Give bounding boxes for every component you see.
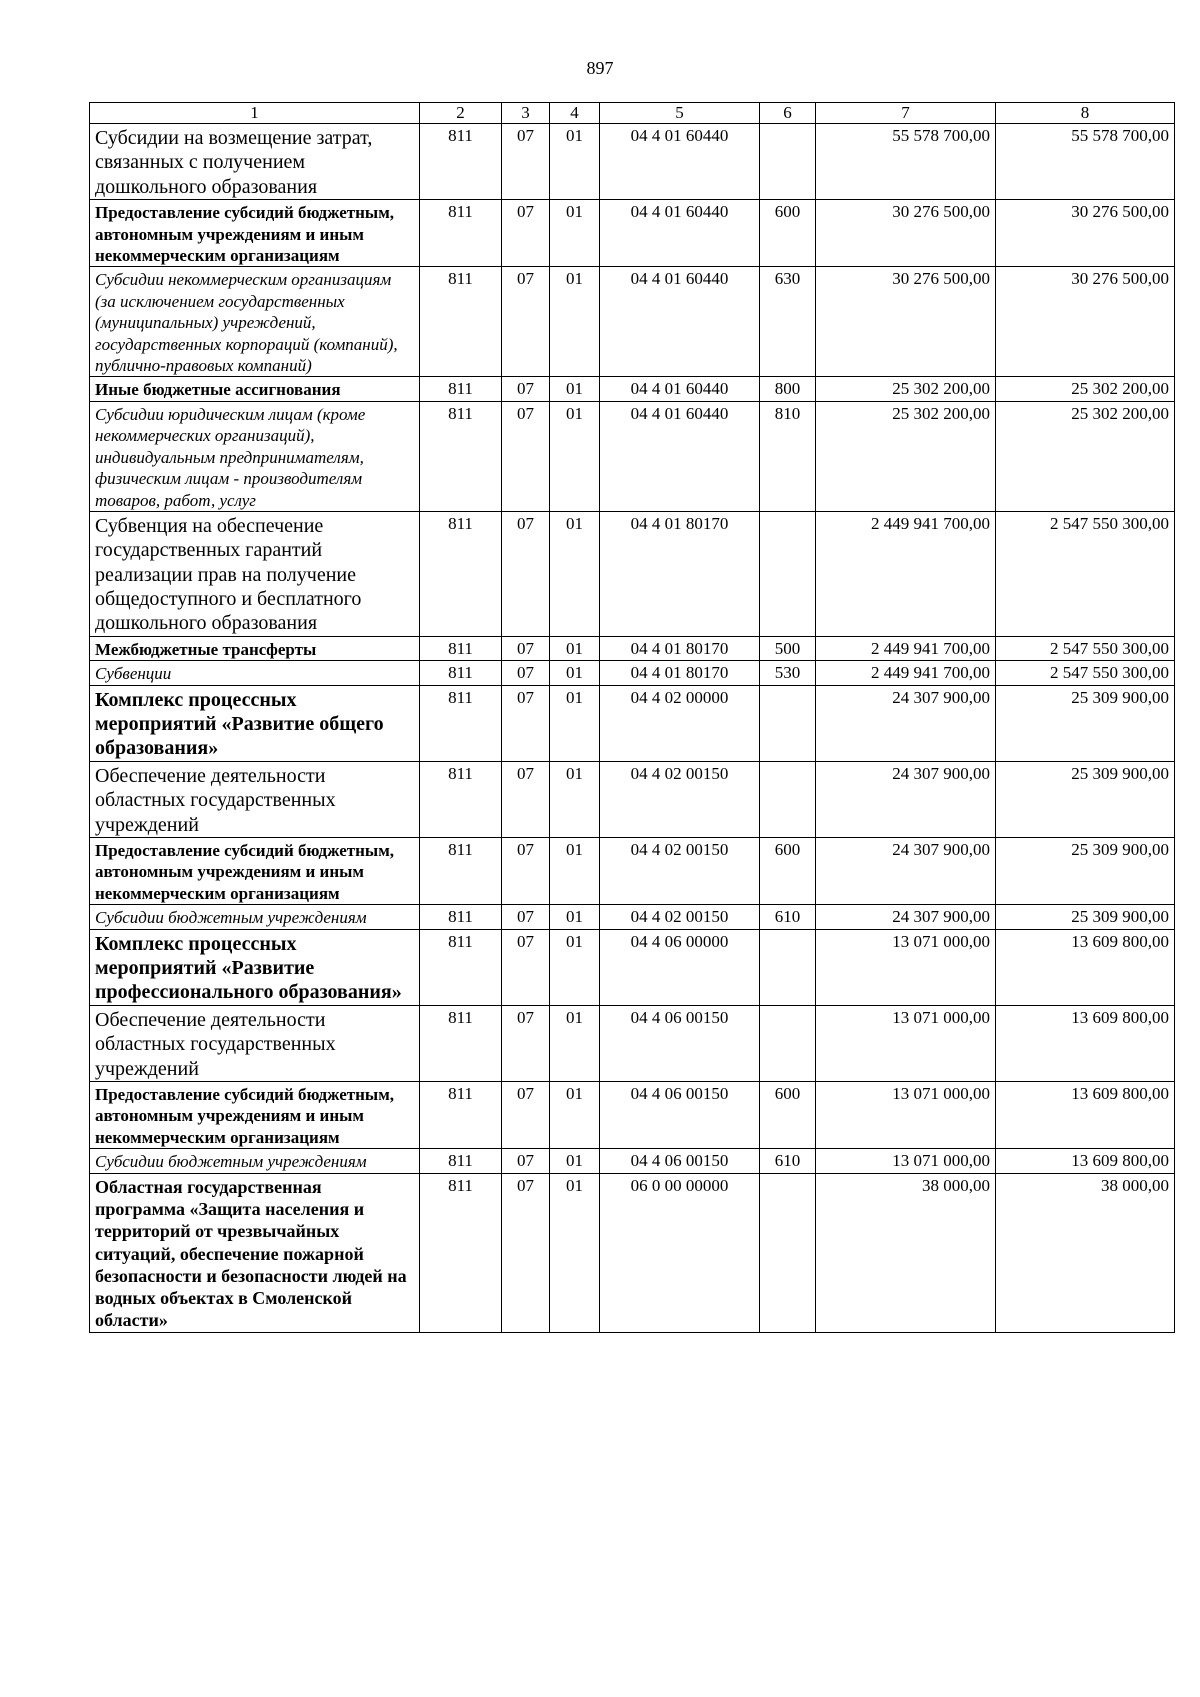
amount-year-1: 24 307 900,00 <box>816 838 996 905</box>
header-col-8: 8 <box>996 103 1175 124</box>
section-code: 07 <box>502 267 550 377</box>
table-row <box>90 511 1175 636</box>
table-row <box>90 1005 1175 1081</box>
header-col-4: 4 <box>550 103 600 124</box>
target-article-code: 04 4 02 00000 <box>600 685 760 761</box>
amount-year-2: 25 309 900,00 <box>996 838 1175 905</box>
item-name: Предоставление субсидий бюджетным, автономным учреждениям и иным некоммерческим организациям <box>90 200 420 267</box>
amount-year-2: 2 547 550 300,00 <box>996 636 1175 660</box>
section-code: 07 <box>502 685 550 761</box>
subsection-code: 01 <box>550 377 600 401</box>
target-article-code: 04 4 01 60440 <box>600 401 760 511</box>
ministry-code: 811 <box>420 1149 502 1173</box>
ministry-code: 811 <box>420 685 502 761</box>
amount-year-2: 2 547 550 300,00 <box>996 661 1175 685</box>
amount-year-2: 25 302 200,00 <box>996 377 1175 401</box>
amount-year-1: 13 071 000,00 <box>816 929 996 1005</box>
ministry-code: 811 <box>420 200 502 267</box>
target-article-code: 04 4 06 00000 <box>600 929 760 1005</box>
amount-year-1: 30 276 500,00 <box>816 267 996 377</box>
target-article-code: 04 4 01 80170 <box>600 511 760 636</box>
target-article-code: 06 0 00 00000 <box>600 1173 760 1332</box>
subsection-code: 01 <box>550 636 600 660</box>
amount-year-2: 13 609 800,00 <box>996 1081 1175 1148</box>
amount-year-2: 25 309 900,00 <box>996 685 1175 761</box>
table-row <box>90 661 1175 685</box>
subsection-code: 01 <box>550 1005 600 1081</box>
expense-type-code: 810 <box>760 401 816 511</box>
ministry-code: 811 <box>420 267 502 377</box>
ministry-code: 811 <box>420 929 502 1005</box>
header-col-6: 6 <box>760 103 816 124</box>
section-code: 07 <box>502 401 550 511</box>
subsection-code: 01 <box>550 838 600 905</box>
expense-type-code <box>760 685 816 761</box>
header-col-5: 5 <box>600 103 760 124</box>
amount-year-2: 30 276 500,00 <box>996 200 1175 267</box>
section-code: 07 <box>502 905 550 929</box>
target-article-code: 04 4 02 00150 <box>600 761 760 837</box>
item-name: Субсидии бюджетным учреждениям <box>90 1149 420 1173</box>
item-name: Комплекс процессных мероприятий «Развитие общего образования» <box>90 685 420 761</box>
target-article-code: 04 4 06 00150 <box>600 1149 760 1173</box>
amount-year-2: 30 276 500,00 <box>996 267 1175 377</box>
target-article-code: 04 4 01 60440 <box>600 124 760 200</box>
section-code: 07 <box>502 1005 550 1081</box>
item-name: Субсидии на возмещение затрат, связанных с получением дошкольного образования <box>90 124 420 200</box>
table-row <box>90 929 1175 1005</box>
amount-year-1: 25 302 200,00 <box>816 377 996 401</box>
target-article-code: 04 4 01 60440 <box>600 200 760 267</box>
table-body <box>90 124 1175 1333</box>
expense-type-code <box>760 124 816 200</box>
amount-year-1: 38 000,00 <box>816 1173 996 1332</box>
item-name: Межбюджетные трансферты <box>90 636 420 660</box>
amount-year-1: 2 449 941 700,00 <box>816 636 996 660</box>
section-code: 07 <box>502 761 550 837</box>
item-name: Субвенция на обеспечение государственных гарантий реализации прав на получение общедоступного и бесплатного дошкольного образования <box>90 511 420 636</box>
amount-year-2: 55 578 700,00 <box>996 124 1175 200</box>
section-code: 07 <box>502 929 550 1005</box>
section-code: 07 <box>502 1081 550 1148</box>
section-code: 07 <box>502 661 550 685</box>
item-name: Иные бюджетные ассигнования <box>90 377 420 401</box>
subsection-code: 01 <box>550 761 600 837</box>
amount-year-2: 2 547 550 300,00 <box>996 511 1175 636</box>
item-name: Субсидии бюджетным учреждениям <box>90 905 420 929</box>
table-row <box>90 1173 1175 1332</box>
amount-year-1: 30 276 500,00 <box>816 200 996 267</box>
table-row <box>90 905 1175 929</box>
item-name: Субвенции <box>90 661 420 685</box>
table-row <box>90 636 1175 660</box>
amount-year-1: 13 071 000,00 <box>816 1081 996 1148</box>
subsection-code: 01 <box>550 685 600 761</box>
expense-type-code: 630 <box>760 267 816 377</box>
section-code: 07 <box>502 838 550 905</box>
table-row <box>90 401 1175 511</box>
ministry-code: 811 <box>420 377 502 401</box>
amount-year-1: 25 302 200,00 <box>816 401 996 511</box>
section-code: 07 <box>502 1173 550 1332</box>
subsection-code: 01 <box>550 1149 600 1173</box>
section-code: 07 <box>502 511 550 636</box>
subsection-code: 01 <box>550 929 600 1005</box>
table-row <box>90 267 1175 377</box>
expense-type-code: 600 <box>760 200 816 267</box>
section-code: 07 <box>502 124 550 200</box>
target-article-code: 04 4 01 60440 <box>600 377 760 401</box>
target-article-code: 04 4 01 60440 <box>600 267 760 377</box>
subsection-code: 01 <box>550 200 600 267</box>
item-name: Обеспечение деятельности областных государственных учреждений <box>90 761 420 837</box>
amount-year-1: 24 307 900,00 <box>816 905 996 929</box>
item-name: Комплекс процессных мероприятий «Развитие профессионального образования» <box>90 929 420 1005</box>
ministry-code: 811 <box>420 905 502 929</box>
header-col-7: 7 <box>816 103 996 124</box>
table-row <box>90 1081 1175 1148</box>
amount-year-1: 13 071 000,00 <box>816 1149 996 1173</box>
subsection-code: 01 <box>550 401 600 511</box>
expense-type-code <box>760 1173 816 1332</box>
section-code: 07 <box>502 1149 550 1173</box>
subsection-code: 01 <box>550 661 600 685</box>
amount-year-1: 13 071 000,00 <box>816 1005 996 1081</box>
amount-year-2: 13 609 800,00 <box>996 929 1175 1005</box>
table-row <box>90 1149 1175 1173</box>
ministry-code: 811 <box>420 401 502 511</box>
expense-type-code: 610 <box>760 1149 816 1173</box>
expense-type-code <box>760 511 816 636</box>
target-article-code: 04 4 01 80170 <box>600 636 760 660</box>
amount-year-2: 25 309 900,00 <box>996 905 1175 929</box>
subsection-code: 01 <box>550 511 600 636</box>
amount-year-2: 25 309 900,00 <box>996 761 1175 837</box>
budget-table <box>89 102 1175 1333</box>
table-row <box>90 838 1175 905</box>
header-row <box>90 103 1175 124</box>
target-article-code: 04 4 02 00150 <box>600 905 760 929</box>
ministry-code: 811 <box>420 1081 502 1148</box>
amount-year-1: 55 578 700,00 <box>816 124 996 200</box>
target-article-code: 04 4 02 00150 <box>600 838 760 905</box>
subsection-code: 01 <box>550 905 600 929</box>
item-name: Областная государственная программа «Защита населения и территорий от чрезвычайных ситуаций, обеспечение пожарной безопасности и безопасности людей на водных объектах в Смоленской области» <box>90 1173 420 1332</box>
expense-type-code: 610 <box>760 905 816 929</box>
item-name: Предоставление субсидий бюджетным, автономным учреждениям и иным некоммерческим организациям <box>90 838 420 905</box>
amount-year-2: 25 302 200,00 <box>996 401 1175 511</box>
amount-year-1: 24 307 900,00 <box>816 761 996 837</box>
expense-type-code: 800 <box>760 377 816 401</box>
item-name: Субсидии юридическим лицам (кроме некоммерческих организаций), индивидуальным предпринимателям, физическим лицам - производителям товаров, работ, услуг <box>90 401 420 511</box>
item-name: Субсидии некоммерческим организациям (за исключением государственных (муниципальных) учреждений, государственных корпораций (компаний), публично-правовых компаний) <box>90 267 420 377</box>
target-article-code: 04 4 06 00150 <box>600 1081 760 1148</box>
section-code: 07 <box>502 636 550 660</box>
table-row <box>90 124 1175 200</box>
table-row <box>90 761 1175 837</box>
header-col-2: 2 <box>420 103 502 124</box>
target-article-code: 04 4 06 00150 <box>600 1005 760 1081</box>
subsection-code: 01 <box>550 267 600 377</box>
expense-type-code: 530 <box>760 661 816 685</box>
expense-type-code <box>760 1005 816 1081</box>
ministry-code: 811 <box>420 838 502 905</box>
expense-type-code <box>760 929 816 1005</box>
ministry-code: 811 <box>420 511 502 636</box>
target-article-code: 04 4 01 80170 <box>600 661 760 685</box>
table-row <box>90 200 1175 267</box>
amount-year-1: 24 307 900,00 <box>816 685 996 761</box>
header-col-3: 3 <box>502 103 550 124</box>
subsection-code: 01 <box>550 124 600 200</box>
section-code: 07 <box>502 377 550 401</box>
amount-year-2: 13 609 800,00 <box>996 1005 1175 1081</box>
ministry-code: 811 <box>420 761 502 837</box>
table-header <box>90 103 1175 124</box>
item-name: Предоставление субсидий бюджетным, автономным учреждениям и иным некоммерческим организациям <box>90 1081 420 1148</box>
expense-type-code: 500 <box>760 636 816 660</box>
amount-year-2: 38 000,00 <box>996 1173 1175 1332</box>
subsection-code: 01 <box>550 1081 600 1148</box>
ministry-code: 811 <box>420 124 502 200</box>
ministry-code: 811 <box>420 661 502 685</box>
subsection-code: 01 <box>550 1173 600 1332</box>
page-number: 897 <box>586 58 614 78</box>
ministry-code: 811 <box>420 1005 502 1081</box>
header-col-1: 1 <box>90 103 420 124</box>
amount-year-1: 2 449 941 700,00 <box>816 661 996 685</box>
expense-type-code: 600 <box>760 1081 816 1148</box>
section-code: 07 <box>502 200 550 267</box>
item-name: Обеспечение деятельности областных государственных учреждений <box>90 1005 420 1081</box>
ministry-code: 811 <box>420 1173 502 1332</box>
amount-year-2: 13 609 800,00 <box>996 1149 1175 1173</box>
table-row <box>90 377 1175 401</box>
ministry-code: 811 <box>420 636 502 660</box>
expense-type-code <box>760 761 816 837</box>
expense-type-code: 600 <box>760 838 816 905</box>
table-row <box>90 685 1175 761</box>
amount-year-1: 2 449 941 700,00 <box>816 511 996 636</box>
